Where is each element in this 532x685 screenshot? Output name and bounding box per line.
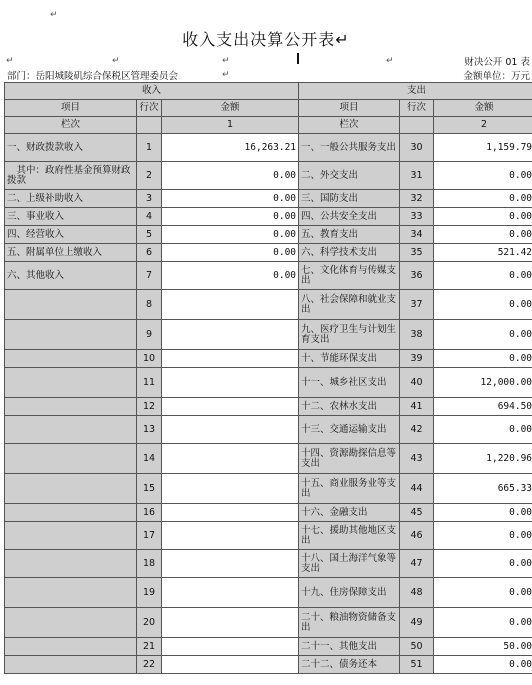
expense-item-cell[interactable]: 十五、商业服务业等支出 (299, 474, 400, 504)
income-line-cell[interactable]: 12 (137, 398, 162, 416)
income-line-cell[interactable]: 20 (137, 608, 162, 638)
income-item-cell[interactable]: 其中：政府性基金预算财政拨款 (5, 162, 137, 190)
income-item-cell[interactable] (5, 320, 137, 350)
expense-item-cell[interactable]: 十二、农林水支出 (299, 398, 400, 416)
income-line-header: 行次 (137, 100, 162, 117)
expense-amount-cell[interactable]: 0.00 (434, 226, 532, 244)
income-line-blank (137, 117, 162, 134)
income-item-cell[interactable] (5, 350, 137, 368)
income-line-cell[interactable]: 10 (137, 350, 162, 368)
income-amount-header: 金额 (162, 100, 299, 117)
table-row (5, 262, 532, 290)
paragraph-mark: ↵ (112, 56, 120, 66)
income-line-cell[interactable]: 5 (137, 226, 162, 244)
income-item-cell[interactable] (5, 638, 137, 656)
table-number: 财决公开 01 表 (464, 57, 530, 68)
expense-amount-cell[interactable]: 0.00 (434, 162, 532, 190)
expense-line-cell[interactable]: 38 (400, 320, 434, 350)
expense-item-cell[interactable]: 三、国防支出 (299, 190, 400, 208)
expense-line-cell[interactable]: 34 (400, 226, 434, 244)
expense-line-cell[interactable]: 50 (400, 638, 434, 656)
paragraph-mark: ↵ (50, 10, 58, 20)
income-amount-cell[interactable] (162, 578, 299, 608)
income-item-cell[interactable] (5, 504, 137, 522)
expense-line-cell[interactable]: 49 (400, 608, 434, 638)
income-amount-cell[interactable] (162, 522, 299, 550)
expense-line-blank (400, 117, 434, 134)
income-header: 收入 (5, 83, 299, 100)
expense-item-header: 项目 (299, 100, 400, 117)
income-amount-cell[interactable]: 0.00 (162, 244, 299, 262)
text-cursor (297, 53, 299, 64)
expense-line-cell[interactable]: 43 (400, 444, 434, 474)
income-line-cell[interactable]: 6 (137, 244, 162, 262)
expense-amount-cell[interactable]: 0.00 (434, 350, 532, 368)
income-item-cell[interactable] (5, 290, 137, 320)
income-line-cell[interactable]: 21 (137, 638, 162, 656)
expense-line-cell[interactable]: 37 (400, 290, 434, 320)
expense-amount-cell[interactable]: 521.42 (434, 244, 532, 262)
expense-amount-cell[interactable]: 0.00 (434, 504, 532, 522)
expense-line-cell[interactable]: 51 (400, 656, 434, 674)
expense-item-cell[interactable]: 八、社会保障和就业支出 (299, 290, 400, 320)
income-amount-cell[interactable]: 16,263.21 (162, 134, 299, 162)
income-line-cell[interactable]: 17 (137, 522, 162, 550)
expense-column-label: 栏次 (299, 117, 400, 134)
income-item-cell[interactable]: 四、经营收入 (5, 226, 137, 244)
expense-line-cell[interactable]: 33 (400, 208, 434, 226)
expense-item-cell[interactable]: 九、医疗卫生与计划生育支出 (299, 320, 400, 350)
paragraph-mark: ↵ (222, 70, 230, 80)
expense-amount-cell[interactable]: 0.00 (434, 578, 532, 608)
income-amount-cell[interactable] (162, 320, 299, 350)
expense-item-cell[interactable]: 十八、国土海洋气象等支出 (299, 550, 400, 578)
expense-amount-cell[interactable]: 50.00 (434, 638, 532, 656)
table-row (5, 522, 532, 550)
expense-item-cell[interactable]: 十、节能环保支出 (299, 350, 400, 368)
expense-item-cell[interactable]: 七、文化体育与传媒支出 (299, 262, 400, 290)
income-item-cell[interactable] (5, 550, 137, 578)
income-item-cell[interactable] (5, 656, 137, 674)
unit-label: 金额单位：万元 (463, 71, 530, 82)
expense-line-cell[interactable]: 39 (400, 350, 434, 368)
expense-item-cell[interactable]: 十九、住房保障支出 (299, 578, 400, 608)
expense-amount-cell[interactable]: 12,000.00 (434, 368, 532, 398)
expense-item-cell[interactable]: 一、一般公共服务支出 (299, 134, 400, 162)
income-line-cell[interactable]: 13 (137, 416, 162, 444)
expense-item-cell[interactable]: 五、教育支出 (299, 226, 400, 244)
expense-item-cell[interactable]: 六、科学技术支出 (299, 244, 400, 262)
table-row (5, 444, 532, 474)
income-item-cell[interactable]: 三、事业收入 (5, 208, 137, 226)
table-row (5, 550, 532, 578)
expense-line-cell[interactable]: 48 (400, 578, 434, 608)
expense-line-cell[interactable]: 40 (400, 368, 434, 398)
expense-header: 支出 (299, 83, 532, 100)
table-row (5, 504, 532, 522)
table-row (5, 608, 532, 638)
income-line-cell[interactable]: 8 (137, 290, 162, 320)
income-item-header: 项目 (5, 100, 137, 117)
expense-amount-cell[interactable]: 1,159.79 (434, 134, 532, 162)
expense-item-cell[interactable]: 四、公共安全支出 (299, 208, 400, 226)
table-row (5, 416, 532, 444)
income-amount-cell[interactable] (162, 350, 299, 368)
table-row (5, 578, 532, 608)
income-item-cell[interactable] (5, 398, 137, 416)
expense-item-cell[interactable]: 十四、资源勘探信息等支出 (299, 444, 400, 474)
income-item-cell[interactable] (5, 608, 137, 638)
expense-line-cell[interactable]: 41 (400, 398, 434, 416)
income-amount-cell[interactable]: 0.00 (162, 208, 299, 226)
income-amount-cell[interactable] (162, 474, 299, 504)
expense-line-cell[interactable]: 46 (400, 522, 434, 550)
table-row (5, 208, 532, 226)
expense-item-cell[interactable]: 二十、粮油物资储备支出 (299, 608, 400, 638)
expense-item-cell[interactable]: 二十二、债务还本 (299, 656, 400, 674)
expense-item-cell[interactable]: 十七、援助其他地区支出 (299, 522, 400, 550)
table-row (5, 474, 532, 504)
income-line-cell[interactable]: 2 (137, 162, 162, 190)
department-label[interactable]: 部门：岳阳城陵矶综合保税区管理委员会 (7, 71, 179, 82)
table-row (5, 244, 532, 262)
income-line-cell[interactable]: 1 (137, 134, 162, 162)
table-row (5, 638, 532, 656)
table-row (5, 350, 532, 368)
expense-line-cell[interactable]: 36 (400, 262, 434, 290)
table-row (5, 162, 532, 190)
expense-line-cell[interactable]: 44 (400, 474, 434, 504)
income-amount-cell[interactable] (162, 550, 299, 578)
income-amount-cell[interactable]: 0.00 (162, 190, 299, 208)
income-line-cell[interactable]: 18 (137, 550, 162, 578)
income-amount-cell[interactable]: 0.00 (162, 262, 299, 290)
expense-amount-header: 金额 (434, 100, 532, 117)
expense-amount-cell[interactable]: 0.00 (434, 290, 532, 320)
income-line-cell[interactable]: 7 (137, 262, 162, 290)
expense-item-cell[interactable]: 十六、金融支出 (299, 504, 400, 522)
income-line-cell[interactable]: 4 (137, 208, 162, 226)
income-amount-cell[interactable]: 0.00 (162, 162, 299, 190)
income-amount-cell[interactable] (162, 656, 299, 674)
expense-line-cell[interactable]: 32 (400, 190, 434, 208)
income-line-cell[interactable]: 14 (137, 444, 162, 474)
expense-line-cell[interactable]: 30 (400, 134, 434, 162)
income-item-cell[interactable]: 一、财政拨款收入 (5, 134, 137, 162)
expense-amount-cell[interactable]: 0.00 (434, 190, 532, 208)
expense-line-cell[interactable]: 42 (400, 416, 434, 444)
expense-amount-cell[interactable]: 665.33 (434, 474, 532, 504)
expense-item-cell[interactable]: 二十一、其他支出 (299, 638, 400, 656)
income-amount-cell[interactable] (162, 444, 299, 474)
income-line-cell[interactable]: 15 (137, 474, 162, 504)
expense-line-cell[interactable]: 31 (400, 162, 434, 190)
table-row (5, 656, 532, 674)
income-amount-cell[interactable] (162, 638, 299, 656)
income-item-cell[interactable] (5, 368, 137, 398)
expense-amount-cell[interactable]: 0.00 (434, 550, 532, 578)
paragraph-mark: ↵ (222, 56, 230, 66)
expense-amount-cell[interactable]: 0.00 (434, 522, 532, 550)
income-item-cell[interactable]: 二、上级补助收入 (5, 190, 137, 208)
expense-line-cell[interactable]: 45 (400, 504, 434, 522)
income-line-cell[interactable]: 11 (137, 368, 162, 398)
expense-amount-cell[interactable]: 0.00 (434, 608, 532, 638)
paragraph-mark: ↵ (386, 56, 394, 66)
expense-item-cell[interactable]: 十三、交通运输支出 (299, 416, 400, 444)
expense-item-cell[interactable]: 十一、城乡社区支出 (299, 368, 400, 398)
expense-amount-cell[interactable]: 0.00 (434, 208, 532, 226)
table-row (5, 190, 532, 208)
table-row (5, 398, 532, 416)
expense-line-header: 行次 (400, 100, 434, 117)
income-column-number: 1 (162, 117, 299, 134)
expense-line-cell[interactable]: 35 (400, 244, 434, 262)
expense-amount-cell[interactable]: 0.00 (434, 656, 532, 674)
expense-amount-cell[interactable]: 1,220.96 (434, 444, 532, 474)
expense-amount-cell[interactable]: 0.00 (434, 320, 532, 350)
expense-amount-cell[interactable]: 0.00 (434, 416, 532, 444)
income-amount-cell[interactable] (162, 608, 299, 638)
expense-line-cell[interactable]: 47 (400, 550, 434, 578)
income-line-cell[interactable]: 19 (137, 578, 162, 608)
income-amount-cell[interactable] (162, 416, 299, 444)
income-line-cell[interactable]: 22 (137, 656, 162, 674)
income-amount-cell[interactable] (162, 290, 299, 320)
table-row (5, 290, 532, 320)
income-column-label: 栏次 (5, 117, 137, 134)
page-title: 收入支出决算公开表↵ (182, 30, 350, 49)
income-amount-cell[interactable] (162, 398, 299, 416)
income-item-cell[interactable]: 五、附属单位上缴收入 (5, 244, 137, 262)
income-item-cell[interactable] (5, 444, 137, 474)
expense-column-number: 2 (434, 117, 532, 134)
table-row (5, 134, 532, 162)
table-row (5, 368, 532, 398)
paragraph-mark: ↵ (6, 56, 14, 66)
table-row (5, 226, 532, 244)
income-amount-cell[interactable]: 0.00 (162, 226, 299, 244)
expense-item-cell[interactable]: 二、外交支出 (299, 162, 400, 190)
income-line-cell[interactable]: 3 (137, 190, 162, 208)
income-amount-cell[interactable] (162, 504, 299, 522)
income-item-cell[interactable] (5, 578, 137, 608)
table-row (5, 320, 532, 350)
expense-amount-cell[interactable]: 0.00 (434, 262, 532, 290)
expense-amount-cell[interactable]: 694.50 (434, 398, 532, 416)
income-item-cell[interactable]: 六、其他收入 (5, 262, 137, 290)
income-line-cell[interactable]: 9 (137, 320, 162, 350)
income-item-cell[interactable] (5, 416, 137, 444)
income-amount-cell[interactable] (162, 368, 299, 398)
income-item-cell[interactable] (5, 522, 137, 550)
income-item-cell[interactable] (5, 474, 137, 504)
income-line-cell[interactable]: 16 (137, 504, 162, 522)
income-expense-table (4, 82, 532, 674)
